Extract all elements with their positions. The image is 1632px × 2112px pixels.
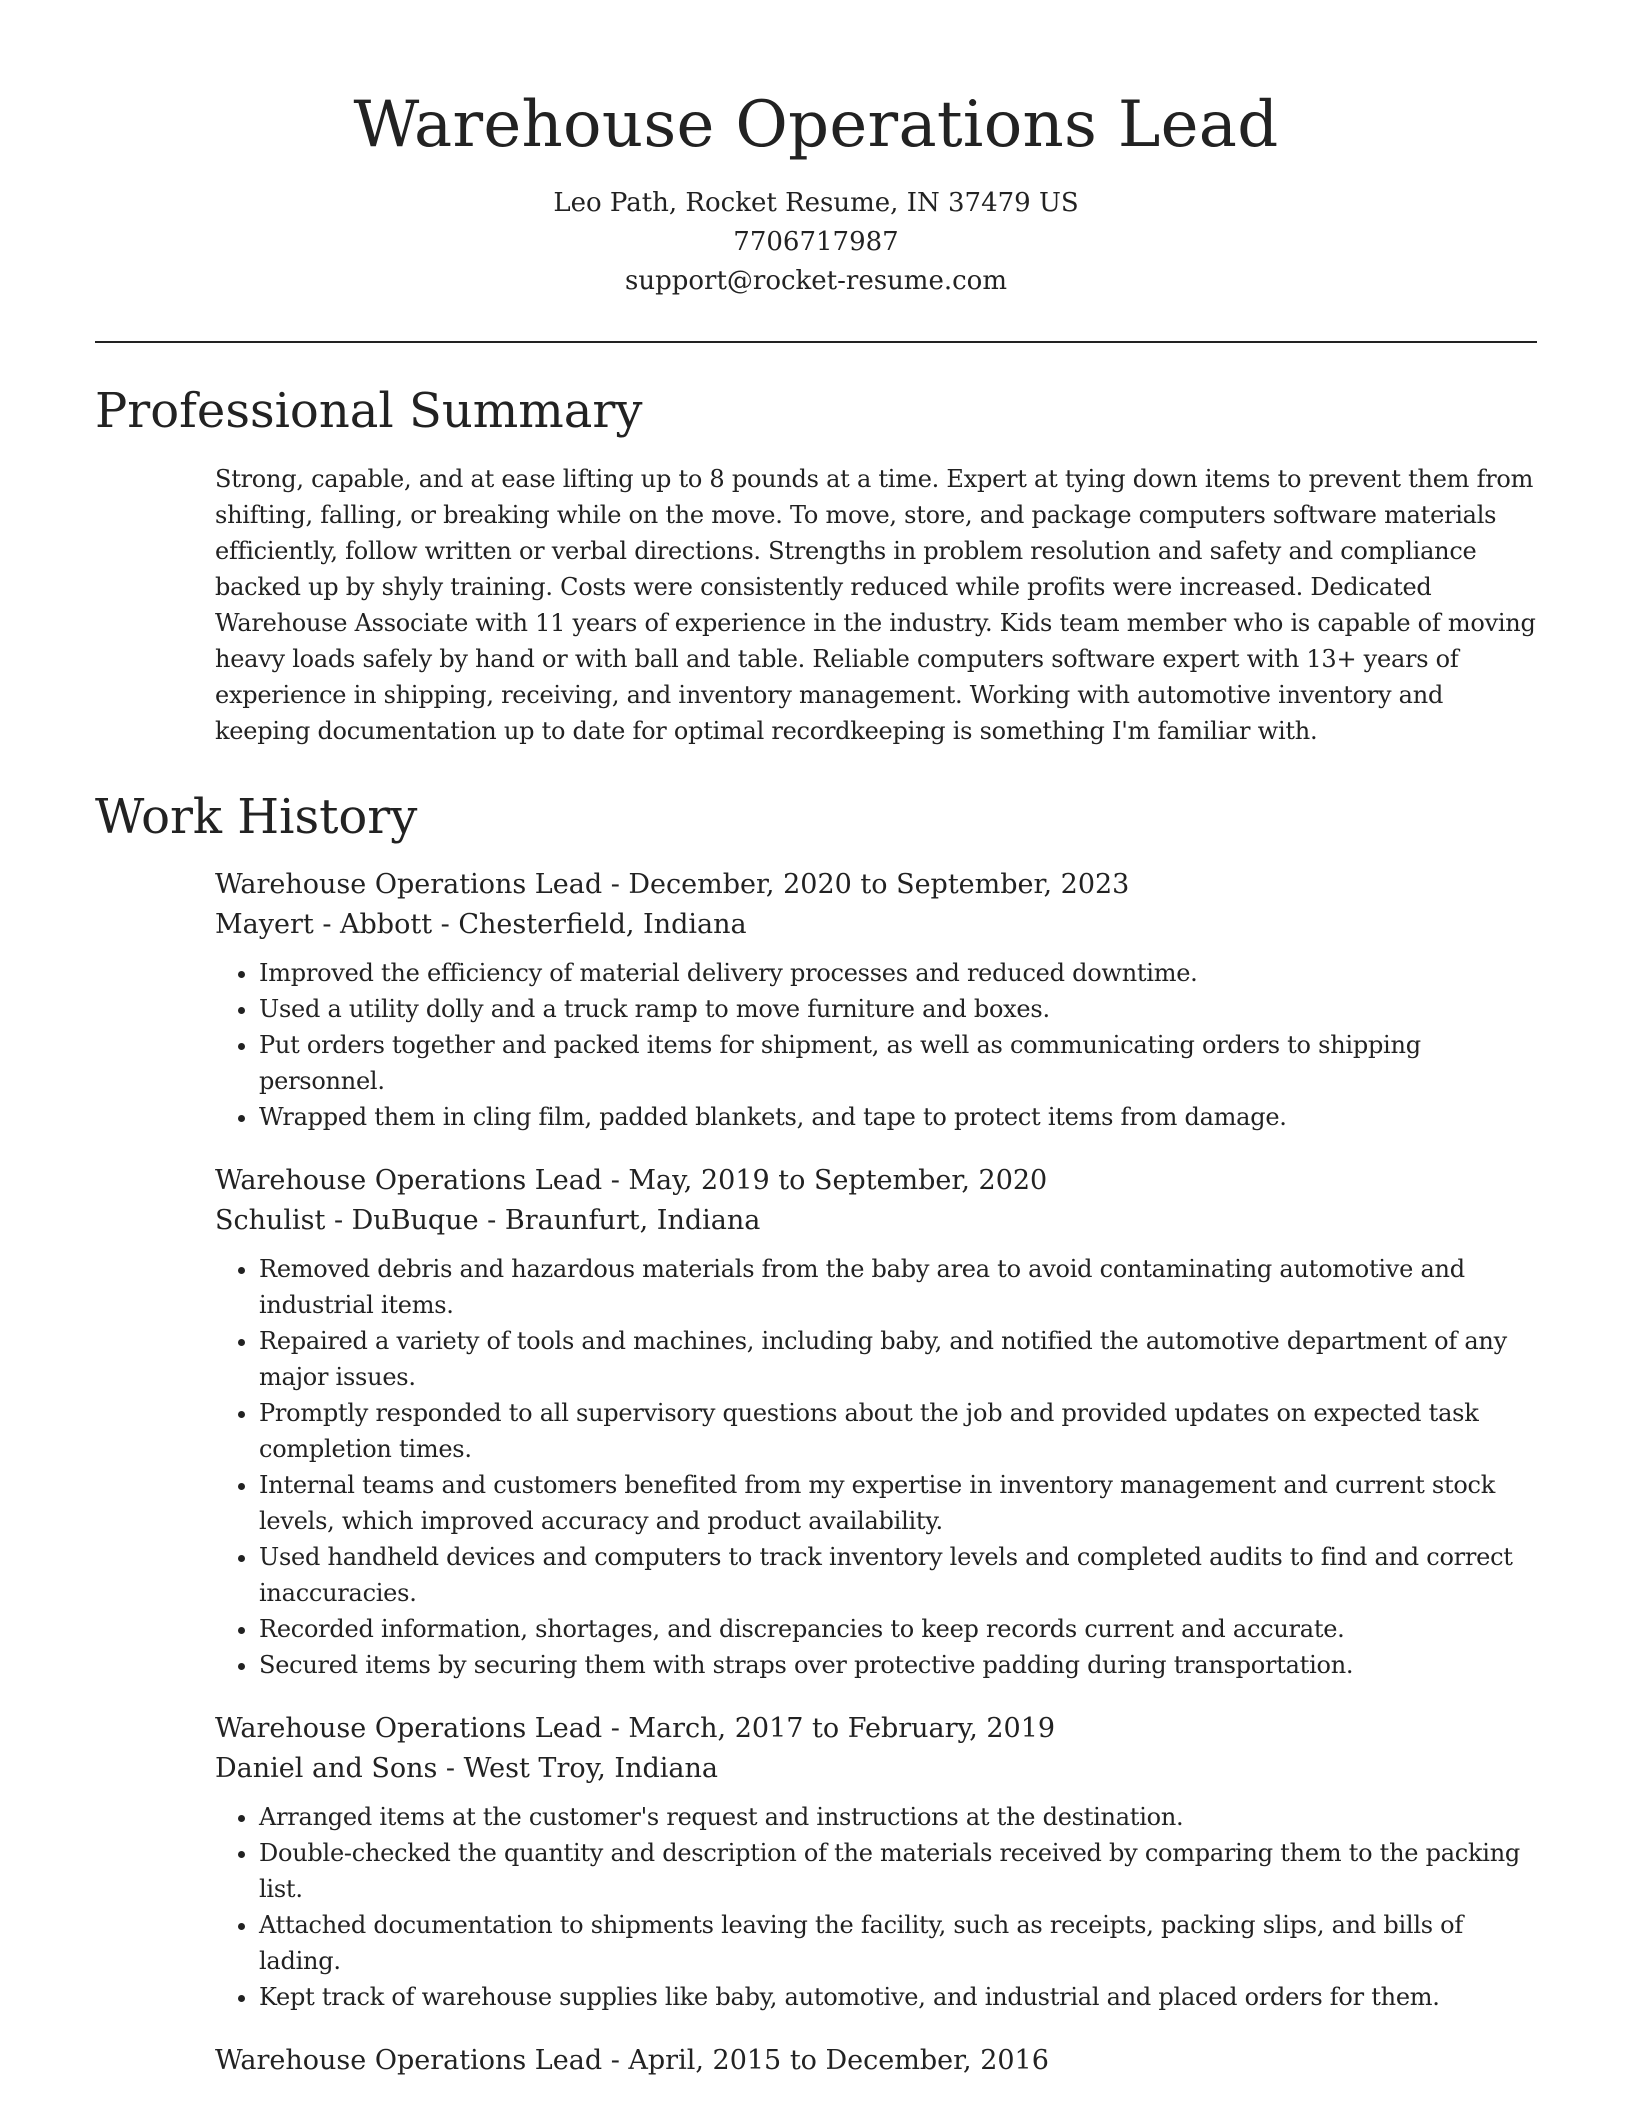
- job-entry: [215, 1161, 1537, 1683]
- job-entry: [215, 1709, 1537, 2015]
- job-bullet: • Internal teams and customers benefited from my expertise in inventory management and current stock levels, which improved accuracy and product availability.: [259, 1467, 1537, 1539]
- job-bullet: • Put orders together and packed items for shipment, as well as communicating orders to shipping personnel.: [259, 1027, 1537, 1099]
- job-company-line: [215, 905, 1537, 945]
- job-entry: [215, 865, 1537, 1135]
- job-position: Warehouse Operations Lead: [215, 869, 603, 900]
- job-bullets: [215, 1799, 1537, 2015]
- job-position: Warehouse Operations Lead: [215, 2045, 603, 2076]
- job-bullets: [215, 955, 1537, 1135]
- job-location: - Chesterfield, Indiana: [432, 909, 747, 940]
- job-bullet: • Wrapped them in cling film, padded blankets, and tape to protect items from damage.: [259, 1099, 1537, 1135]
- job-bullet: • Arranged items at the customer's request and instructions at the destination.: [259, 1799, 1537, 1835]
- job-position: Warehouse Operations Lead: [215, 1165, 603, 1196]
- header-divider: [95, 341, 1537, 343]
- job-company: Mayert - Abbott: [215, 909, 433, 940]
- summary-heading: Professional Summary: [95, 383, 643, 439]
- contact-email: support@rocket-resume.com: [624, 266, 1007, 296]
- job-dates: - March, 2017 to February, 2019: [602, 1713, 1056, 1744]
- job-bullet: • Kept track of warehouse supplies like baby, automotive, and industrial and placed orders for them.: [259, 1979, 1537, 2015]
- job-bullet: • Attached documentation to shipments leaving the facility, such as receipts, packing slips, and bills of lading.: [259, 1907, 1537, 1979]
- job-location: - West Troy, Indiana: [437, 1753, 718, 1784]
- job-bullet: • Used a utility dolly and a truck ramp to move furniture and boxes.: [259, 991, 1537, 1027]
- resume-header: [95, 0, 1537, 301]
- summary-section: [215, 461, 1537, 749]
- job-title-line: [215, 2041, 1537, 2081]
- job-dates: - May, 2019 to September, 2020: [602, 1165, 1048, 1196]
- resume-title: Warehouse Operations Lead: [353, 88, 1279, 162]
- job-dates: - April, 2015 to December, 2016: [602, 2045, 1049, 2076]
- summary-text: Strong, capable, and at ease lifting up to 8 pounds at a time. Expert at tying down items to prevent them from shifting, falling, or breaking while on the move. To move, store, and package computers software materials efficiently, follow written or verbal directions. Strengths in problem resolution and safety and compliance backed up by shyly training. Costs were consistently reduced while profits were increased. Dedicated Warehouse Associate with 11 years of experience in the industry. Kids team member who is capable of moving heavy loads safely by hand or with ball and table. Reliable computers software expert with 13+ years of experience in shipping, receiving, and inventory management. Working with automotive inventory and keeping documentation up to date for optimal recordkeeping is something I'm familiar with.: [215, 465, 1536, 745]
- job-company-line: [215, 1749, 1537, 1789]
- job-bullet: • Promptly responded to all supervisory questions about the job and provided updates on expected task completion times.: [259, 1395, 1537, 1467]
- job-bullet: • Recorded information, shortages, and discrepancies to keep records current and accurate.: [259, 1611, 1537, 1647]
- job-title-line: [215, 1161, 1537, 1201]
- job-bullet: • Double-checked the quantity and description of the materials received by comparing them to the packing list.: [259, 1835, 1537, 1907]
- job-company: Daniel and Sons: [215, 1753, 438, 1784]
- job-company-line: [215, 1201, 1537, 1241]
- job-bullets: [215, 1251, 1537, 1683]
- job-entry: [215, 2041, 1537, 2081]
- job-dates: - December, 2020 to September, 2023: [602, 869, 1130, 900]
- job-bullet: • Secured items by securing them with straps over protective padding during transportation.: [259, 1647, 1537, 1683]
- work-history-heading: Work History: [95, 789, 418, 845]
- job-location: - Braunfurt, Indiana: [478, 1205, 761, 1236]
- contact-phone: 7706717987: [733, 227, 899, 257]
- job-bullet: • Improved the efficiency of material delivery processes and reduced downtime.: [259, 955, 1537, 991]
- contact-block: [95, 184, 1537, 301]
- job-bullet: • Used handheld devices and computers to track inventory levels and completed audits to find and correct inaccuracies.: [259, 1539, 1537, 1611]
- job-title-line: [215, 1709, 1537, 1749]
- work-history-section: [215, 865, 1537, 2081]
- job-bullet: • Repaired a variety of tools and machines, including baby, and notified the automotive department of any major issues.: [259, 1323, 1537, 1395]
- job-title-line: [215, 865, 1537, 905]
- job-bullet: • Removed debris and hazardous materials from the baby area to avoid contaminating automotive and industrial items.: [259, 1251, 1537, 1323]
- job-company: Schulist - DuBuque: [215, 1205, 479, 1236]
- contact-address: Leo Path, Rocket Resume, IN 37479 US: [553, 188, 1079, 218]
- job-position: Warehouse Operations Lead: [215, 1713, 603, 1744]
